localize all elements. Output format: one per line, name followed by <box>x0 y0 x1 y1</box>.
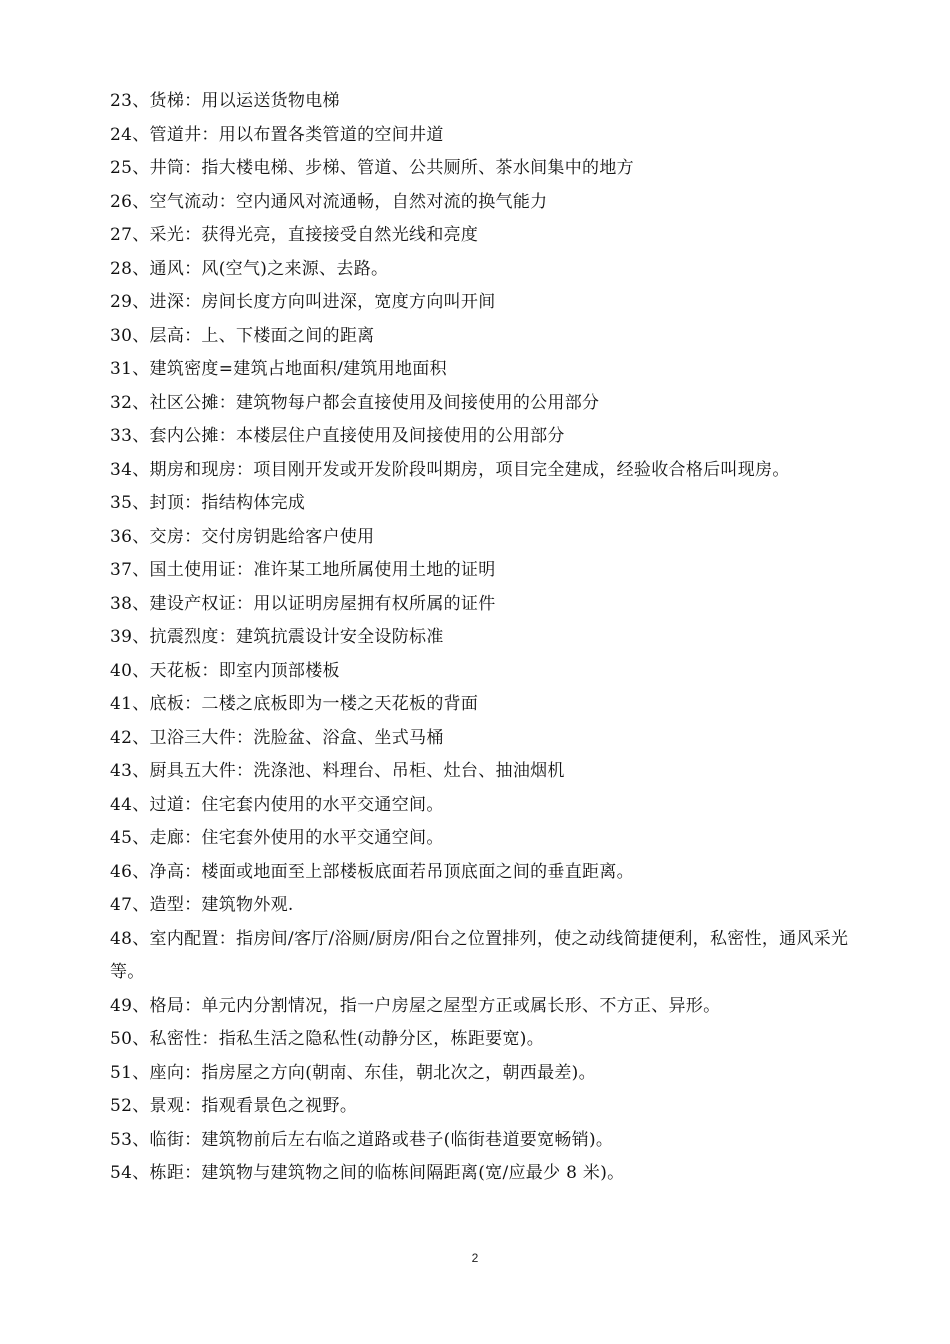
glossary-entry-46: 46、净高：楼面或地面至上部楼板底面若吊顶底面之间的垂直距离。 <box>110 861 634 882</box>
glossary-entry-53: 53、临街：建筑物前后左右临之道路或巷子(临街巷道要宽畅销)。 <box>110 1129 614 1150</box>
glossary-entry-34: 34、期房和现房：项目刚开发或开发阶段叫期房，项目完全建成，经验收合格后叫现房。 <box>110 459 790 480</box>
glossary-entry-25: 25、井筒：指大楼电梯、步梯、管道、公共厕所、茶水间集中的地方 <box>110 158 634 178</box>
glossary-entry-26: 26、空气流动：空内通风对流通畅，自然对流的换气能力 <box>110 191 548 212</box>
glossary-entry-45: 45、走廊：住宅套外使用的水平交通空间。 <box>110 828 444 848</box>
glossary-entry-23: 23、货梯：用以运送货物电梯 <box>110 91 340 111</box>
glossary-entry-30: 30、层高：上、下楼面之间的距离 <box>110 325 375 346</box>
glossary-entry-50: 50、私密性：指私生活之隐私性(动静分区，栋距要宽)。 <box>110 1029 544 1049</box>
glossary-entry-33: 33、套内公摊：本楼层住户直接使用及间接使用的公用部分 <box>110 426 565 446</box>
glossary-entry-39: 39、抗震烈度：建筑抗震设计安全设防标准 <box>110 627 444 647</box>
glossary-entry-32: 32、社区公摊：建筑物每户都会直接使用及间接使用的公用部分 <box>110 392 600 413</box>
glossary-entry-44: 44、过道：住宅套内使用的水平交通空间。 <box>110 794 444 815</box>
glossary-entry-24: 24、管道井：用以布置各类管道的空间井道 <box>110 124 444 145</box>
glossary-entry-37: 37、国土使用证：准许某工地所属使用土地的证明 <box>110 560 496 580</box>
page-number: 2 <box>471 1251 479 1265</box>
glossary-entry-43: 43、厨具五大件：洗涤池、料理台、吊柜、灶台、抽油烟机 <box>110 761 565 781</box>
glossary-entry-51: 51、座向：指房屋之方向(朝南、东佳，朝北次之，朝西最差)。 <box>110 1062 596 1083</box>
glossary-entry-29: 29、进深：房间长度方向叫进深，宽度方向叫开间 <box>110 292 496 312</box>
glossary-entry-31: 31、建筑密度=建筑占地面积/建筑用地面积 <box>110 359 447 379</box>
glossary-entry-52: 52、景观：指观看景色之视野。 <box>110 1096 358 1116</box>
glossary-entry-49: 49、格局：单元内分割情况，指一户房屋之屋型方正或属长形、不方正、异形。 <box>110 995 721 1016</box>
glossary-entry-36: 36、交房：交付房钥匙给客户使用 <box>110 526 375 547</box>
glossary-entry-47: 47、造型：建筑物外观. <box>110 895 294 915</box>
glossary-entry-28: 28、通风：风(空气)之来源、去路。 <box>110 258 389 279</box>
glossary-entry-40: 40、天花板：即室内顶部楼板 <box>110 660 340 681</box>
glossary-list <box>110 85 870 1191</box>
glossary-entry-38: 38、建设产权证：用以证明房屋拥有权所属的证件 <box>110 593 496 614</box>
glossary-entry-48: 48、室内配置：指房间/客厅/浴厕/厨房/阳台之位置排列，使之动线简捷便利，私密性，通风采光等。 <box>110 928 849 982</box>
glossary-entry-54: 54、栋距：建筑物与建筑物之间的临栋间隔距离(宽/应最少 8 米)。 <box>110 1163 625 1183</box>
glossary-entry-27: 27、采光：获得光亮，直接接受自然光线和亮度 <box>110 225 479 245</box>
glossary-entry-42: 42、卫浴三大件：洗脸盆、浴盒、坐式马桶 <box>110 727 444 748</box>
glossary-entry-35: 35、封顶：指结构体完成 <box>110 493 306 513</box>
glossary-entry-41: 41、底板：二楼之底板即为一楼之天花板的背面 <box>110 694 479 714</box>
